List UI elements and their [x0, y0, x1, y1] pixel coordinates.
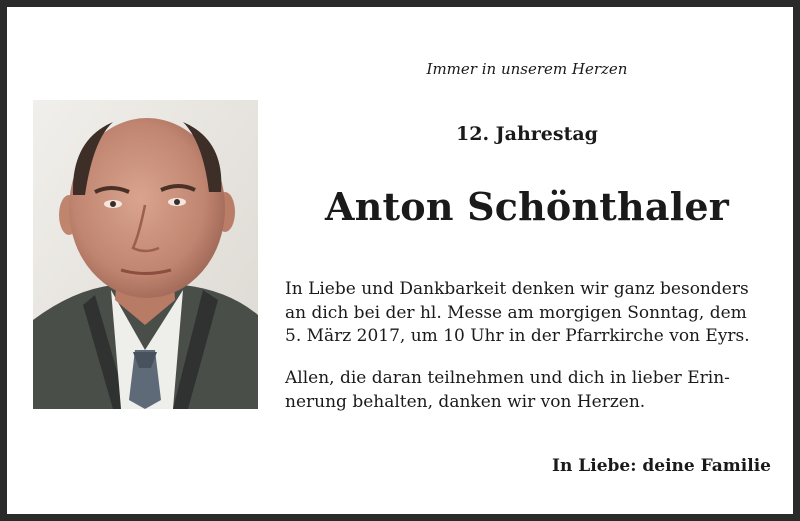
paragraph-line: Allen, die daran teilnehmen und dich in lieber Erin-: [285, 368, 730, 388]
paragraph-line: an dich bei der hl. Messe am morgigen Sonntag, dem: [285, 302, 747, 323]
portrait-photo: [33, 100, 258, 409]
obituary-card: [7, 7, 793, 514]
paragraph-line: In Liebe und Dankbarkeit denken wir ganz besonders: [285, 279, 749, 299]
motto-text: Immer in unserem Herzen: [426, 60, 628, 78]
memorial-mass-paragraph: [285, 278, 779, 349]
paragraph-line: nerung behalten, danken wir von Herzen.: [285, 391, 646, 412]
family-signature: In Liebe: deine Familie: [552, 456, 771, 476]
paragraph-line: 5. März 2017, um 10 Uhr in der Pfarrkirche von Eyrs.: [285, 326, 750, 346]
deceased-name: Anton Schönthaler: [325, 184, 729, 229]
anniversary-heading: 12. Jahrestag: [456, 123, 598, 145]
thanks-paragraph: [285, 367, 779, 414]
